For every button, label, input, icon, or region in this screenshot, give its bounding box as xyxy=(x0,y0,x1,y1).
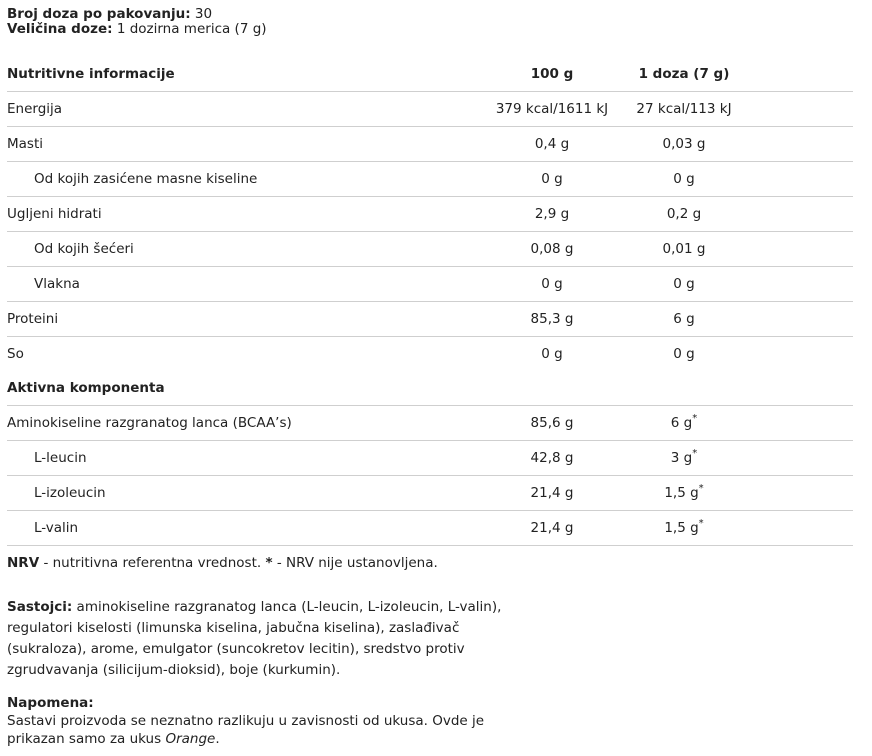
nutrient-name: Masti xyxy=(7,127,488,162)
value-per-dose: 3 g* xyxy=(616,441,752,476)
nutrient-name: Aminokiseline razgranatog lanca (BCAA’s) xyxy=(7,406,488,441)
header-per-dose: 1 doza (7 g) xyxy=(616,57,752,92)
value-100g: 21,4 g xyxy=(488,511,616,546)
header-100g: 100 g xyxy=(488,57,616,92)
value-per-dose: 6 g* xyxy=(616,406,752,441)
value-per-dose: 1,5 g* xyxy=(616,511,752,546)
nutrient-name: Od kojih zasićene masne kiseline xyxy=(7,162,488,197)
napomena-note: Napomena: Sastavi proizvoda se neznatno razlikuju u zavisnosti od ukusa. Ovde je prikazan samo za ukus Orange. xyxy=(7,695,485,747)
value-100g: 0 g xyxy=(488,267,616,302)
nutrient-name: Vlakna xyxy=(7,267,488,302)
value-100g: 0 g xyxy=(541,346,563,362)
table-row xyxy=(7,162,853,197)
nutrient-name: Ugljeni hidrati xyxy=(7,197,488,232)
value-per-dose: 0 g xyxy=(616,162,752,197)
nutrition-table xyxy=(7,57,853,546)
table-header-row xyxy=(7,57,853,92)
table-row xyxy=(7,92,853,127)
value-100g: 0,08 g xyxy=(488,232,616,267)
nrv-note: NRV - nutritivna referentna vrednost. * - NRV nije ustanovljena. xyxy=(7,555,438,571)
value-100g: 0,4 g xyxy=(488,127,616,162)
table-row xyxy=(7,337,853,372)
nutrient-name: So xyxy=(7,346,24,362)
nutrient-name: L-leucin xyxy=(7,441,488,476)
value-per-dose: 27 kcal/113 kJ xyxy=(616,92,752,127)
table-row xyxy=(7,302,853,337)
value-100g: 21,4 g xyxy=(488,476,616,511)
section-row-active-component xyxy=(7,371,853,406)
dose-size: Veličina doze: 1 dozirna merica (7 g) xyxy=(7,21,267,37)
nutrient-name: Energija xyxy=(7,92,488,127)
ingredients: Sastojci: aminokiseline razgranatog lanca (L-leucin, L-izoleucin, L-valin), regulatori kiselosti (limunska kiselina, jabučna kiselina), zaslađivač (sukraloza), arome, emulgator (suncokretov lecitin), sredstvo protiv zgrudvavanja (silicijum-dioksid), boje (kurkumin). xyxy=(7,599,502,678)
nrv-asterisk: * xyxy=(698,483,704,494)
nutrient-name: L-valin xyxy=(7,511,488,546)
value-per-dose: 0,01 g xyxy=(616,232,752,267)
table-row xyxy=(7,511,853,546)
value-100g: 2,9 g xyxy=(488,197,616,232)
value-per-dose: 1,5 g* xyxy=(616,476,752,511)
value-per-dose: 6 g xyxy=(616,302,752,337)
table-row xyxy=(7,406,853,441)
table-row xyxy=(7,232,853,267)
header-nutrition-info: Nutritivne informacije xyxy=(7,57,488,92)
table-row xyxy=(7,197,853,232)
table-row xyxy=(7,441,853,476)
nrv-asterisk: * xyxy=(698,518,704,529)
value-100g: 85,3 g xyxy=(488,302,616,337)
doses-per-package: Broj doza po pakovanju: 30 xyxy=(7,6,213,22)
section-title: Aktivna komponenta xyxy=(7,371,853,406)
nrv-asterisk: * xyxy=(692,413,698,424)
nutrient-name: Od kojih šećeri xyxy=(7,232,488,267)
value-per-dose: 0 g xyxy=(673,346,695,362)
table-row xyxy=(7,267,853,302)
nrv-asterisk: * xyxy=(692,448,698,459)
nutrient-name: L-izoleucin xyxy=(7,476,488,511)
nutrient-name: Proteini xyxy=(7,302,488,337)
table-row xyxy=(7,127,853,162)
serving-info xyxy=(7,7,267,37)
value-100g: 0 g xyxy=(488,162,616,197)
value-per-dose: 0 g xyxy=(616,267,752,302)
value-100g: 379 kcal/1611 kJ xyxy=(488,92,616,127)
value-per-dose: 0,2 g xyxy=(616,197,752,232)
value-100g: 85,6 g xyxy=(488,406,616,441)
table-row xyxy=(7,476,853,511)
value-per-dose: 0,03 g xyxy=(616,127,752,162)
value-100g: 42,8 g xyxy=(488,441,616,476)
